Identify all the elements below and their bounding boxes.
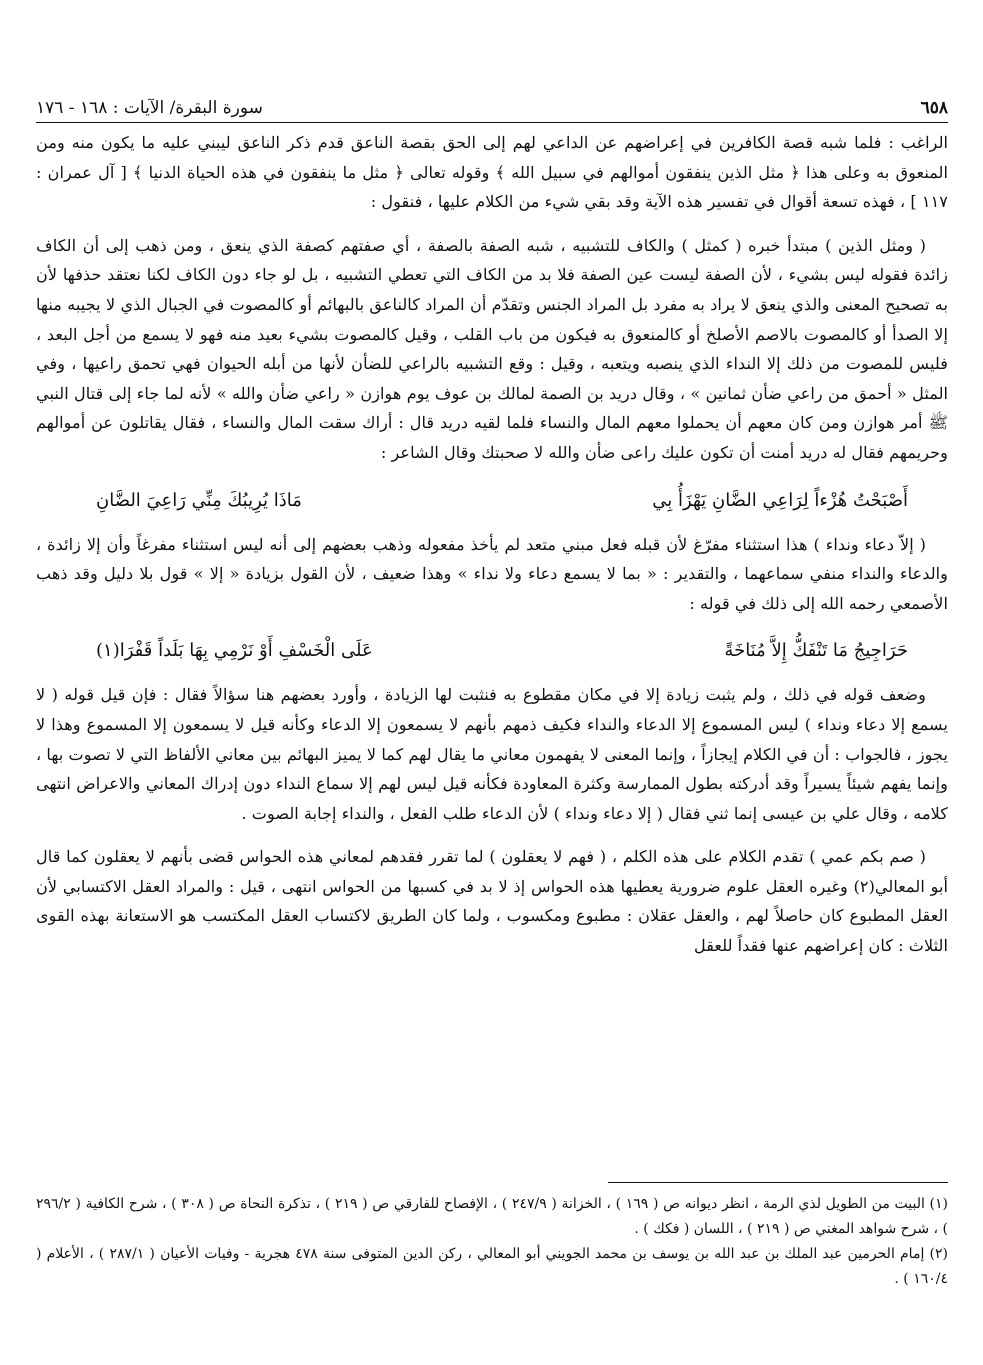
paragraph-raghib: الراغب : فلما شبه قصة الكافرين في إعراضهم عن الداعي لهم إلى الحق بقصة الناعق قدم ذكر الناعق ليبني عليه ما يكون منه ومن المنعوق به وعلى هذا ﴿ مثل الذين ينفقون أموالهم في سبيل الله ﴾ وقوله تعالى ﴿ مثل ما ينفقون في هذه الحياة الدنيا ﴾ [ آل عمران : ١١٧ ] ، فهذه تسعة أقوال في تفسير هذه الآية وقد بقي شيء من الكلام عليها ، فنقول :	[36, 133, 948, 212]
paragraph-istithna: ( إلاّ دعاء ونداء ) هذا استثناء مفرّغ لأن قبله فعل مبني متعد لم يأخذ مفعوله وذهب بعضهم إلى أنه ليس استثناء مفرغاً وأن إلا زائدة ، والدعاء والنداء منفي سماعهما ، والتقدير : « بما لا يسمع دعاء ولا نداء » وهذا ضعيف ، لأن القول بزيادة « إلا » قول بلا دليل وقد ذهب الأصمعي رحمه الله إلى ذلك في قوله :	[36, 534, 948, 613]
verse1-right: أَصْبَحْتُ هُزْءاً لِرَاعِي الضَّانِ يَهْزَأُ بِي	[652, 489, 908, 511]
paragraph-summ: ( صم بكم عمي ) تقدم الكلام على هذه الكلم ، ( فهم لا يعقلون ) لما تقرر فقدهم لمعاني هذه الحواس قضى بأنهم لا يعقلون كما قال أبو المعالي(٢) وغيره العقل علوم ضرورية يعطيها هذه الحواس إذ لا بد في كسبها من الحواس انتهى ، قيل : والمراد العقل الاكتسابي لأن العقل المطبوع كان حاصلاً لهم ، والعقل عقلان : مطبوع ومكسوب ، ولما كان الطريق لاكتساب العقل المكتسب هو الاستعانة بهذه القوى الثلاث : كان إعراضهم عنها فقداً للعقل	[36, 847, 948, 956]
running-title: سورة البقرة/ الآيات : ١٦٨ - ١٧٦	[36, 98, 263, 118]
page-number: ٦٥٨	[920, 98, 948, 118]
main-text	[36, 128, 948, 975]
book-page	[36, 84, 948, 1344]
verse2-left: عَلَى الْخَسْفِ أَوْ نَرْمِي بِهَا بَلَداً قَفْرَا(١)	[96, 640, 373, 662]
paragraph-mathal: ( ومثل الذين ) مبتدأ خبره ( كمثل ) والكاف للتشبيه ، شبه الصفة بالصفة ، أي صفتهم كصفة الذي ينعق ، ومن ذهب إلى أن الكاف زائدة فقوله ليس بشيء ، لأن الصفة ليست عين الصفة فلا بد من الكاف التي تعطي التشبيه ، بل لو جاء دون الكاف لكنا نعتقد حذفها لأن به تصحيح المعنى والذي ينعق لا يراد به مفرد بل المراد الجنس وتقدّم أن المراد كالناعق بالبهائم أو كالمصوت في الجبال الذي لا يجيبه منها إلا الصدأ أو كالمصوت بالاصم الأصلخ أو كالمنعوق به فيكون من باب القلب ، وقيل كالمصوت بشيء بعيد منه فهو لا يسمع من أجل البعد ، فليس للمصوت من ذلك إلا النداء الذي ينصبه ويتعبه ، وقيل : وقع التشبيه بالراعي للضأن لأنها من أبله الحيوان فهي تحمق راعيها ، وفي المثل « أحمق من راعي ضأن ثمانين » ، وقال دريد بن الصمة لمالك بن عوف يوم هوازن « راعي ضأن والله » لأنه لما جاء إلى قتال النبي ﷺ أمر هوازن ومن كان معهم أن يحملوا معهم المال والنساء فلما لقيه دريد قال : أراك سقت المال والنساء ، فقال يقاتلون عن أموالهم وحريمهم فقال له دريد أمنت أن تكون عليك راعى ضأن والله لا صحبتك وقال الشاعر :	[36, 235, 948, 462]
poem-verse-1	[96, 482, 908, 520]
footnote-divider	[608, 1182, 948, 1183]
footnotes	[36, 1192, 948, 1292]
paragraph-daaf: وضعف قوله في ذلك ، ولم يثبت زيادة إلا في مكان مقطوع به فنثبت لها الزيادة ، وأورد بعضهم هنا سؤالاً فقال : فإن قيل قوله ( لا يسمع إلا دعاء ونداء ) ليس المسموع إلا الدعاء والنداء فكيف ذمهم بأنهم لا يسمعون إلا الدعاء وكأنه قيل لا يسمعون إلا المسموع وهذا لا يجوز ، فالجواب : أن في الكلام إيجازاً ، وإنما المعنى لا يفهمون معاني ما يقال لهم كما لا يميز البهائم بين معاني الألفاظ التي لا تصوت بها ، وإنما يفهم شيئاً يسيراً وقد أدركته بطول الممارسة وكثرة المعاودة فكأنه قيل ليس لهم إلا سماع النداء دون إدراك المعاني والاعراض انتهى كلامه ، وقال علي بن عيسى إنما ثني فقال ( إلا دعاء ونداء ) لأن الدعاء طلب الفعل ، والنداء إجابة الصوت .	[36, 685, 948, 823]
verse1-left: مَاذَا يُرِيبُكَ مِنِّي رَاعِيَ الضَّانِ	[96, 489, 302, 511]
footnote-1: (١) البيت من الطويل لذي الرمة ، انظر ديوانه ص ( ١٦٩ ) ، الخزانة ( ٢٤٧/٩ ) ، الإفصاح للفارقي ص ( ٢١٩ ) ، تذكرة النحاة ص ( ٣٠٨ ) ، شرح الكافية ( ٢٩٦/٢ ) ، شرح شواهد المغني ص ( ٢١٩ ) ، اللسان ( فكك ) .	[36, 1196, 949, 1237]
verse2-right: حَرَاجِيجُ مَا تَنْفَكُّ إِلاَّ مُنَاخَةً	[724, 640, 908, 662]
footnote-2: (٢) إمام الحرمين عبد الملك بن عبد الله بن يوسف بن محمد الجويني أبو المعالي ، ركن الدين المتوفى سنة ٤٧٨ هجرية - وفيات الأعيان ( ٢٨٧/١ ) ، الأعلام ( ١٦٠/٤ ) .	[36, 1246, 948, 1287]
page-header	[36, 90, 948, 123]
poem-verse-2	[96, 632, 908, 670]
